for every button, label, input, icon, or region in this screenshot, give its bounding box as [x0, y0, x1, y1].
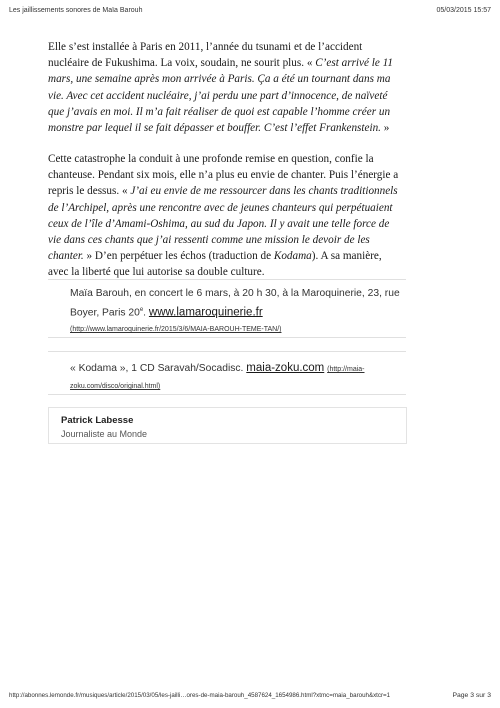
author-role: Journaliste au Monde [61, 429, 148, 439]
album-title: Kodama [273, 250, 312, 263]
quote-text: J’ai eu envie de me ressourcer dans les chants traditionnels de l’Archipel, après une rencontre avec de jeunes chanteurs qui perpétuaient ceux de l’île d’Amami-Oshima, au sud du Japon. Il y avait une telle force de vie dans ces chants que j’ai ressenti comme une mission le devoir de les chanter. [48, 185, 398, 263]
ordinal-suffix: e [139, 307, 144, 313]
label-url[interactable]: (http://maia-zoku.com/disco/original.html) [70, 366, 365, 390]
quote-text: C’est arrivé le 11 mars, une semaine après mon arrivée à Paris. Ça a été un tournant dans ma vie. Avec cet accident nucléaire, j’ai perdu une part d’innocence, de naïveté que j’avais en moi. Il m’a fait réaliser de quoi est capable l’homme créer un monstre par lequel il se fait dépasser et bouffer. C’est l’effet Frankenstein. [48, 57, 393, 135]
venue-url[interactable]: (http://www.lamaroquinerie.fr/2015/3/6/MAIA-BAROUH-TEME-TAN/) [70, 326, 282, 334]
album-info-text [70, 360, 405, 395]
article-paragraph-2 [48, 151, 400, 281]
paragraph-text: ). A sa manière, avec la liberté que lui autorise sa double culture. [48, 250, 382, 279]
album-info-box [48, 351, 406, 395]
concert-details: Maïa Barouh, en concert le 6 mars, à 20 h 30, à la Maroquinerie, 23, rue Boyer, Paris 20 [70, 288, 400, 319]
concert-details-end: . [143, 307, 149, 319]
print-header-datetime: 05/03/2015 15:57 [436, 7, 491, 14]
print-footer-url: http://abonnes.lemonde.fr/musiques/article/2015/03/05/les-jailli…ores-de-maia-barouh_4587624_1654986.html?xtmc=maia_barouh&xtcr=1 [9, 692, 391, 699]
author-box [48, 407, 407, 444]
paragraph-text: » D’en perpétuer les échos (traduction de [83, 250, 274, 263]
paragraph-text: Elle s’est installée à Paris en 2011, l’année du tsunami et de l’accident nucléaire de Fukushima. La voix, soudain, ne sourit plus. « [48, 41, 363, 70]
print-header-title: Les jaillissements sonores de Maïa Barouh [9, 7, 143, 14]
concert-info-box [48, 279, 406, 338]
album-details: « Kodama », 1 CD Saravah/Socadisc. [70, 363, 247, 374]
label-link[interactable]: maia-zoku.com [246, 362, 325, 374]
paragraph-text: Cette catastrophe la conduit à une profonde remise en question, confie la chanteuse. Pendant six mois, elle n’a plus eu envie de chanter. Puis l’énergie a repris le dessus. « [48, 153, 399, 198]
article-paragraph-1 [48, 39, 400, 136]
concert-info-text [70, 286, 405, 338]
author-name[interactable]: Patrick Labesse [61, 415, 134, 426]
venue-link[interactable]: www.lamaroquinerie.fr [148, 306, 263, 319]
paragraph-text: » [380, 122, 390, 135]
print-footer-page-number: Page 3 sur 3 [452, 692, 491, 699]
